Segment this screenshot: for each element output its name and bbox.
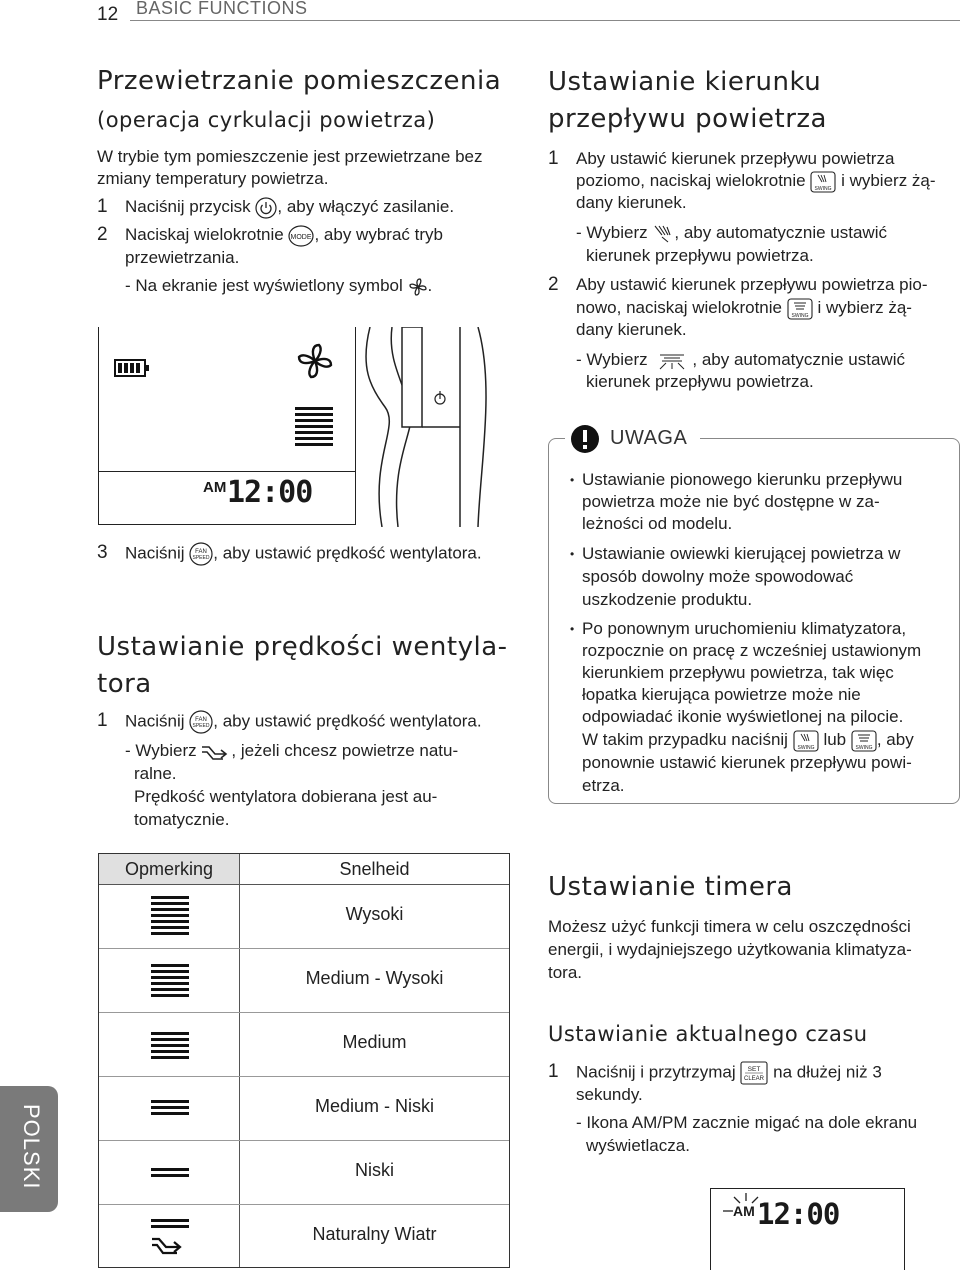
speed-bars-medium	[151, 1032, 189, 1062]
step-1-text: Naciśnij przycisk , aby włączyć zasilanie.	[125, 196, 454, 219]
table-header-divider	[99, 884, 509, 885]
direction-title-l1: Ustawianie kierunku	[548, 67, 822, 97]
horizontal-auto-swing-icon	[652, 224, 674, 244]
timer-l3: tora.	[548, 963, 583, 982]
page-number: 12	[97, 4, 119, 25]
ventilation-subtitle: (operacja cyrkulacji powietrza)	[97, 108, 436, 132]
natural-wind-icon	[151, 1236, 187, 1256]
lcd-time: 12:00	[227, 475, 313, 510]
language-tab	[0, 1086, 58, 1212]
fan-note-2-l2: tomatycznie.	[134, 810, 230, 829]
vertical-swing-button-icon	[787, 298, 813, 320]
fan-speed-button-icon	[189, 542, 213, 566]
timer-l1: Możesz użyć funkcji timera w celu oszczędności	[548, 917, 911, 936]
fan-note-2-l1: Prędkość wentylatora dobierana jest au-	[134, 787, 438, 806]
clock-title: Ustawianie aktualnego czasu	[548, 1022, 868, 1046]
warning-bullet-3-l8: etrza.	[582, 776, 625, 795]
warning-bullet-3-l6: W takim przypadku naciśnij SWING lub SWING , aby	[582, 730, 914, 751]
clock-display-ampm: AM	[733, 1203, 755, 1219]
speed-bars-medium-high	[151, 964, 189, 1000]
fan-mode-icon	[295, 341, 335, 381]
lcd-display-panel	[98, 327, 356, 525]
fan-speed-button-icon	[189, 710, 213, 734]
warning-bullet-3-l4: łopatka kierująca powietrze może nie	[582, 685, 861, 704]
dir-step-2-l1: Aby ustawić kierunek przepływu powietrza pio-	[576, 275, 928, 294]
table-row-divider	[99, 948, 509, 949]
section-title: BASIC FUNCTIONS	[136, 0, 308, 18]
bullet-dot: •	[570, 547, 575, 561]
speed-bars-low	[151, 1168, 189, 1180]
table-row-divider	[99, 1204, 509, 1205]
warning-bullet-3-l2: rozpocznie on pracę z wcześniej ustawionym	[582, 641, 922, 660]
fan-note-1: - Wybierz , jeżeli chcesz powietrze natu-	[125, 741, 459, 760]
bullet-dot: •	[570, 622, 575, 636]
table-cell-speed: Wysoki	[345, 904, 404, 924]
step-3-text: Naciśnij FAN SPEED , aby ustawić prędkość wentylatora.	[125, 542, 482, 566]
timer-title: Ustawianie timera	[548, 872, 793, 902]
clock-note-l2: wyświetlacza.	[586, 1136, 690, 1155]
warning-bullet-1-l3: leżności od modelu.	[582, 514, 733, 533]
ventilation-title: Przewietrzanie pomieszczenia	[97, 66, 502, 96]
dir-step-1-l3: dany kierunek.	[576, 193, 687, 212]
warning-bullet-2-l1: Ustawianie owiewki kierującej powietrza w	[582, 544, 901, 563]
fan-speed-title-l2: tora	[97, 669, 152, 699]
dir-step-2-note: - Wybierz , aby automatycznie ustawić	[576, 350, 905, 369]
warning-bullet-2-l2: sposób dowolny może spowodować	[582, 567, 854, 586]
power-button-icon	[255, 197, 277, 219]
vertical-swing-button-icon	[851, 730, 877, 752]
dir-step-2-l3: dany kierunek.	[576, 320, 687, 339]
svg-text:MODE: MODE	[290, 233, 312, 241]
dir-step-2-note-l2: kierunek przepływu powietrza.	[586, 372, 814, 391]
warning-bullet-3-l3: kierunkiem przepływu powietrza, tak więc	[582, 663, 894, 682]
warning-bullet-3-l5: odpowiadać ikonie wyświetlonej na pilocie.	[582, 707, 904, 726]
bullet-dot: •	[570, 473, 575, 487]
speed-bars-high	[151, 896, 189, 938]
set-clear-button-icon	[740, 1061, 768, 1085]
clock-step-1-l2: sekundy.	[576, 1085, 643, 1104]
fan-step-1-number: 1	[97, 710, 108, 731]
step-2-line-2: przewietrzania.	[125, 248, 240, 267]
warning-bullet-2-l3: uszkodzenie produktu.	[582, 590, 753, 609]
mode-button-icon	[288, 225, 314, 247]
step-2-text: Naciskaj wielokrotnie MODE , aby wybrać tryb	[125, 224, 443, 247]
table-cell-speed: Niski	[355, 1160, 394, 1180]
table-header-opmerking: Opmerking	[99, 854, 239, 884]
dir-step-2-number: 2	[548, 274, 559, 295]
table-row-divider	[99, 1076, 509, 1077]
warning-bullet-1-l1: Ustawianie pionowego kierunku przepływu	[582, 470, 903, 489]
step-2-note: - Na ekranie jest wyświetlony symbol .	[125, 276, 433, 295]
dir-step-1-note: - Wybierz , aby automatycznie ustawić	[576, 223, 887, 242]
svg-text:SWING: SWING	[814, 185, 832, 192]
warning-label: UWAGA	[610, 427, 688, 449]
clock-display-time: 12:00	[757, 1197, 840, 1231]
svg-text:FAN: FAN	[195, 717, 208, 723]
speed-bars-natural	[151, 1219, 189, 1231]
svg-text:SWING: SWING	[855, 744, 873, 751]
svg-text:SPEED: SPEED	[192, 723, 210, 729]
horizontal-swing-button-icon	[810, 171, 836, 193]
fan-speed-title-l1: Ustawianie prędkości wentyla-	[97, 632, 508, 662]
dir-step-1-note-l2: kierunek przepływu powietrza.	[586, 246, 814, 265]
clock-note-l1: - Ikona AM/PM zacznie migać na dole ekranu	[576, 1113, 918, 1132]
clock-step-1-number: 1	[548, 1061, 559, 1082]
svg-text:SET: SET	[748, 1066, 761, 1073]
table-row-divider	[99, 1012, 509, 1013]
dir-step-2-l2: nowo, naciskaj wielokrotnie SWING i wybierz żą-	[576, 298, 912, 319]
lcd-divider	[99, 471, 355, 472]
battery-icon	[114, 357, 150, 379]
svg-text:SWING: SWING	[791, 312, 809, 319]
fan-symbol-icon	[408, 277, 428, 297]
clock-step-1-l1: Naciśnij i przytrzymaj SET CLEAR na dłużej niż 3	[576, 1061, 882, 1085]
warning-bullet-3-l7: ponownie ustawić kierunek przepływu powi-	[582, 753, 912, 772]
intro-line-2: zmiany temperatury powietrza.	[97, 169, 329, 188]
dir-step-1-l2: poziomo, naciskaj wielokrotnie SWING i wybierz żą-	[576, 171, 936, 192]
step-3-number: 3	[97, 542, 108, 563]
natural-wind-icon	[201, 743, 231, 761]
table-cell-speed: Medium - Niski	[314, 1096, 434, 1116]
header-divider	[130, 20, 960, 21]
step-1-number: 1	[97, 196, 108, 217]
table-header-snelheid: Snelheid	[339, 859, 410, 879]
dir-step-1-l1: Aby ustawić kierunek przepływu powietrza	[576, 149, 895, 168]
indoor-unit-illustration	[360, 327, 495, 527]
table-row-divider	[99, 1140, 509, 1141]
fan-speed-bars	[295, 407, 333, 449]
language-tab-label: POLSKI	[19, 1104, 44, 1190]
warning-bullet-1-l2: powietrza może nie być dostępne w za-	[582, 492, 880, 511]
svg-text:CLEAR: CLEAR	[744, 1076, 765, 1082]
warning-exclamation-icon	[570, 424, 600, 454]
warning-bullet-3-l1: Po ponownym uruchomieniu klimatyzatora,	[582, 619, 907, 638]
step-2-number: 2	[97, 224, 108, 245]
table-cell-speed: Medium - Wysoki	[305, 968, 444, 988]
table-cell-speed: Naturalny Wiatr	[312, 1224, 437, 1244]
direction-title-l2: przepływu powietrza	[548, 104, 827, 134]
fan-speed-table	[98, 853, 510, 1268]
fan-note-1-cont: ralne.	[134, 764, 177, 783]
svg-text:SWING: SWING	[797, 744, 815, 751]
lcd-ampm: AM	[203, 479, 227, 496]
speed-bars-medium-low	[151, 1100, 189, 1118]
dir-step-1-number: 1	[548, 148, 559, 169]
fan-step-1-text: Naciśnij FAN SPEED , aby ustawić prędkość wentylatora.	[125, 710, 482, 734]
table-cell-speed: Medium	[342, 1032, 407, 1052]
intro-line-1: W trybie tym pomieszczenie jest przewietrzane bez	[97, 147, 483, 166]
timer-l2: energii, i wydajniejszego użytkowania klimatyza-	[548, 940, 912, 959]
vertical-auto-swing-icon	[652, 351, 692, 371]
svg-text:SPEED: SPEED	[192, 555, 210, 561]
svg-text:FAN: FAN	[195, 549, 208, 555]
clock-display-panel	[710, 1188, 905, 1270]
horizontal-swing-button-icon	[793, 730, 819, 752]
